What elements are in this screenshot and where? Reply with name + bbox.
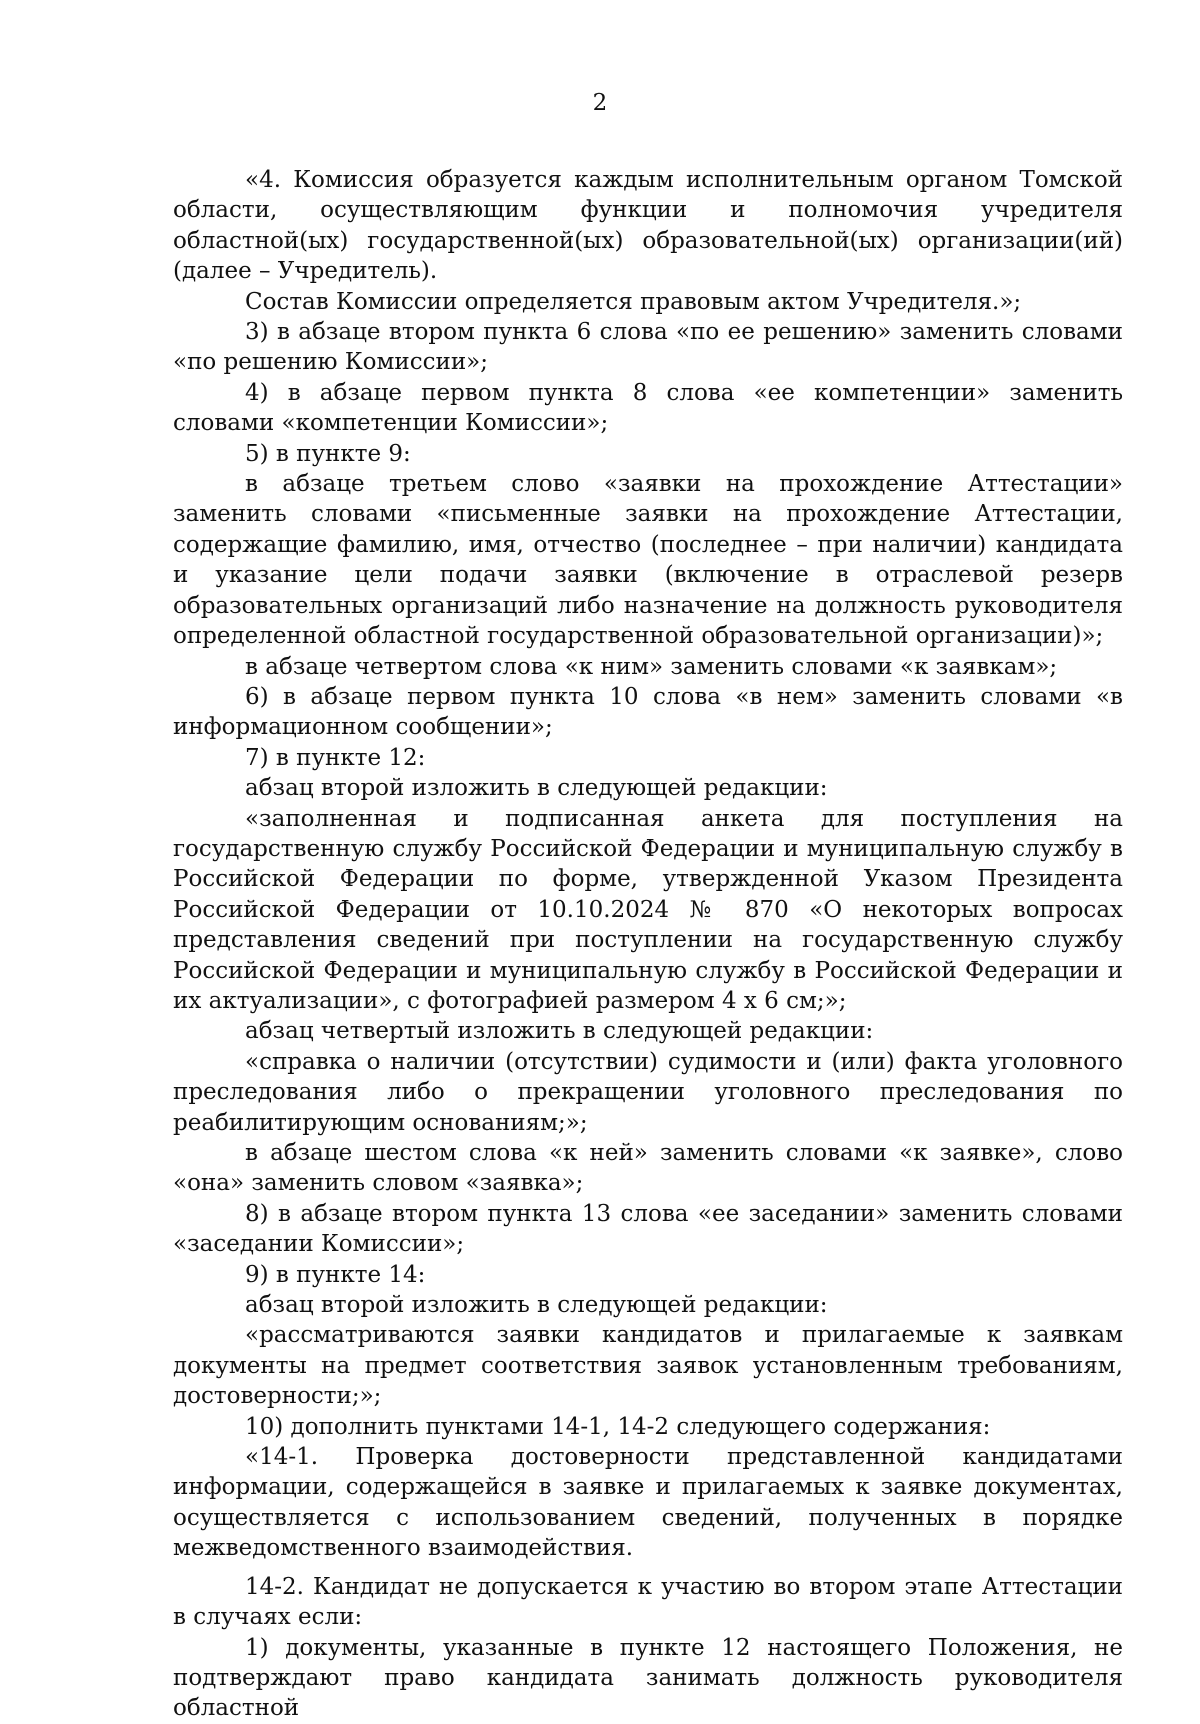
paragraph: «заполненная и подписанная анкета для поступления на государственную службу Российской Федерации и муниципальную службу в Российской Федерации по форме, утвержденной Указом Президента Российской Федерации от 10.10.2024 № 870 «О некоторых вопросах представления сведений при поступлении на государственную службу Российской Федерации и муниципальную службу в Российской Федерации и их актуализации», с фотографией размером 4 х 6 см;»;	[173, 805, 1123, 1014]
paragraph: 4) в абзаце первом пункта 8 слова «ее компетенции» заменить словами «компетенции Комиссии»;	[173, 379, 1123, 437]
paragraph: 14-2. Кандидат не допускается к участию во втором этапе Аттестации в случаях если:	[173, 1573, 1123, 1631]
paragraph: 6) в абзаце первом пункта 10 слова «в нем» заменить словами «в информационном сообщении»;	[173, 683, 1123, 741]
paragraph: в абзаце третьем слово «заявки на прохождение Аттестации» заменить словами «письменные заявки на прохождение Аттестации, содержащие фамилию, имя, отчество (последнее – при наличии) кандидата и указание цели подачи заявки (включение в отраслевой резерв образовательных организаций либо назначение на должность руководителя определенной областной государственной образовательной организации)»;	[173, 471, 1123, 650]
paragraph: в абзаце четвертом слова «к ним» заменить словами «к заявкам»;	[245, 653, 1058, 680]
paragraph: Состав Комиссии определяется правовым актом Учредителя.»;	[245, 288, 1022, 315]
paragraph: абзац второй изложить в следующей редакции:	[245, 775, 828, 802]
paragraph: 8) в абзаце втором пункта 13 слова «ее заседании» заменить словами «заседании Комиссии»;	[173, 1200, 1123, 1258]
paragraph: 5) в пункте 9:	[245, 440, 411, 467]
document-body	[173, 165, 1123, 1724]
paragraph: «рассматриваются заявки кандидатов и прилагаемые к заявкам документы на предмет соответствия заявок установленным требованиям, достоверности;»;	[173, 1322, 1123, 1410]
paragraph: 7) в пункте 12:	[245, 744, 426, 771]
paragraph: абзац четвертый изложить в следующей редакции:	[245, 1018, 874, 1045]
paragraph: 1) документы, указанные в пункте 12 настоящего Положения, не подтверждают право кандидата занимать должность руководителя областной	[173, 1634, 1123, 1722]
page-number: 2	[592, 90, 608, 116]
paragraph: 3) в абзаце втором пункта 6 слова «по ее решению» заменить словами «по решению Комиссии»;	[173, 319, 1123, 376]
paragraph: в абзаце шестом слова «к ней» заменить словами «к заявке», слово «она» заменить словом «заявка»;	[173, 1140, 1123, 1197]
paragraph: абзац второй изложить в следующей редакции:	[245, 1292, 828, 1319]
paragraph: «справка о наличии (отсутствии) судимости и (или) факта уголовного преследования либо о прекращении уголовного преследования по реабилитирующим основаниям;»;	[173, 1048, 1123, 1136]
paragraph: 9) в пункте 14:	[245, 1261, 426, 1288]
paragraph: «14-1. Проверка достоверности представленной кандидатами информации, содержащейся в заявке и прилагаемых к заявке документах, осуществляется с использованием сведений, полученных в порядке межведомственного взаимодействия.	[173, 1444, 1123, 1562]
paragraph: 10) дополнить пунктами 14-1, 14-2 следующего содержания:	[245, 1413, 991, 1440]
paragraph: «4. Комиссия образуется каждым исполнительным органом Томской области, осуществляющим функции и полномочия учредителя областной(ых) государственной(ых) образовательной(ых) организации(ий) (далее – Учредитель).	[173, 167, 1123, 285]
